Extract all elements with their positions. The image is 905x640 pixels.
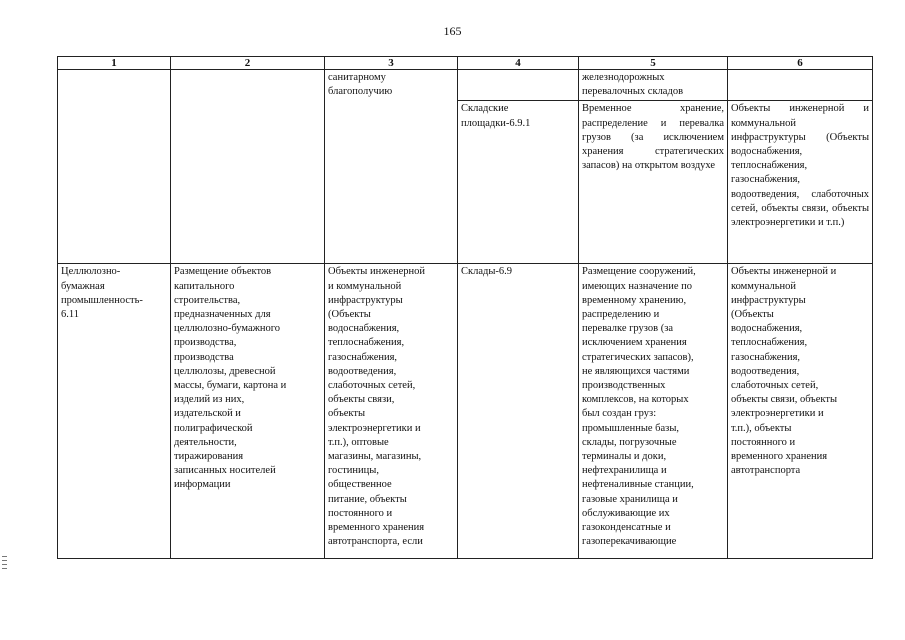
table-header-row	[58, 57, 873, 70]
cell-description: Размещение объектов капитального строительства, предназначенных для целлюлозно-бумажного производства, производства целлюлозы, древесной массы, бумаги, картона и изделий из них, издательской и полиграфической деятельности, тиражирования записанных носителей информации	[171, 264, 325, 559]
page-number: 165	[443, 24, 462, 38]
col-header-4: 4	[458, 57, 579, 70]
cell-territory-zone: Целлюлозно- бумажная промышленность- 6.11	[58, 264, 171, 559]
cell-territory-zone	[58, 70, 171, 264]
col-header-2: 2	[171, 57, 325, 70]
cell-permitted-use-description: Временное хранение, распределение и перевалка грузов (за исключением хранения стратегических запасов) на открытом воздухе	[579, 101, 728, 264]
cell-permitted-use	[458, 70, 579, 101]
col-header-6: 6	[728, 57, 873, 70]
cell-auxiliary-uses: Объекты инженерной и коммунальной инфраструктуры (Объекты водоснабжения, теплоснабжения, газоснабжения, водоотведения, слаботочных сетей, объекты связи, объекты электроэнергетики и т.п.), оптовые магазины, магазины, гостиницы, общественное питание, объекты постоянного и временного хранения автотранспорта, если	[325, 264, 458, 559]
table-row	[58, 264, 873, 559]
cell-related-objects: Объекты инженерной и коммунальной инфраструктуры (Объекты водоснабжения, теплоснабжения, газоснабжения, водоотведения, слаботочных сетей, объекты связи, объекты электроэнергетики и т.п.)	[728, 101, 873, 264]
cell-auxiliary-uses: санитарному благополучию	[325, 70, 458, 264]
cell-related-objects: Объекты инженерной и коммунальной инфраструктуры (Объекты водоснабжения, теплоснабжения, газоснабжения, водоотведения, слаботочных сетей, объекты связи, объекты электроэнергетики и т.п.), объекты постоянного и временного хранения автотранспорта	[728, 264, 873, 559]
table-row	[58, 70, 873, 101]
scan-margin-marks	[2, 556, 10, 596]
cell-permitted-use-description: железнодорожных перевалочных складов	[579, 70, 728, 101]
col-header-3: 3	[325, 57, 458, 70]
col-header-5: 5	[579, 57, 728, 70]
cell-description	[171, 70, 325, 264]
cell-permitted-use: Склады-6.9	[458, 264, 579, 559]
col-header-1: 1	[58, 57, 171, 70]
cell-related-objects	[728, 70, 873, 101]
regulation-table	[57, 56, 873, 559]
cell-permitted-use: Складские площадки-6.9.1	[458, 101, 579, 264]
cell-permitted-use-description: Размещение сооружений, имеющих назначение по временному хранению, распределению и перевалке грузов (за исключением хранения стратегических запасов), не являющихся частями производственных комплексов, на которых был создан груз: промышленные базы, склады, погрузочные терминалы и доки, нефтехранилища и нефтеналивные станции, газовые хранилища и обслуживающие их газоконденсатные и газоперекачивающие	[579, 264, 728, 559]
